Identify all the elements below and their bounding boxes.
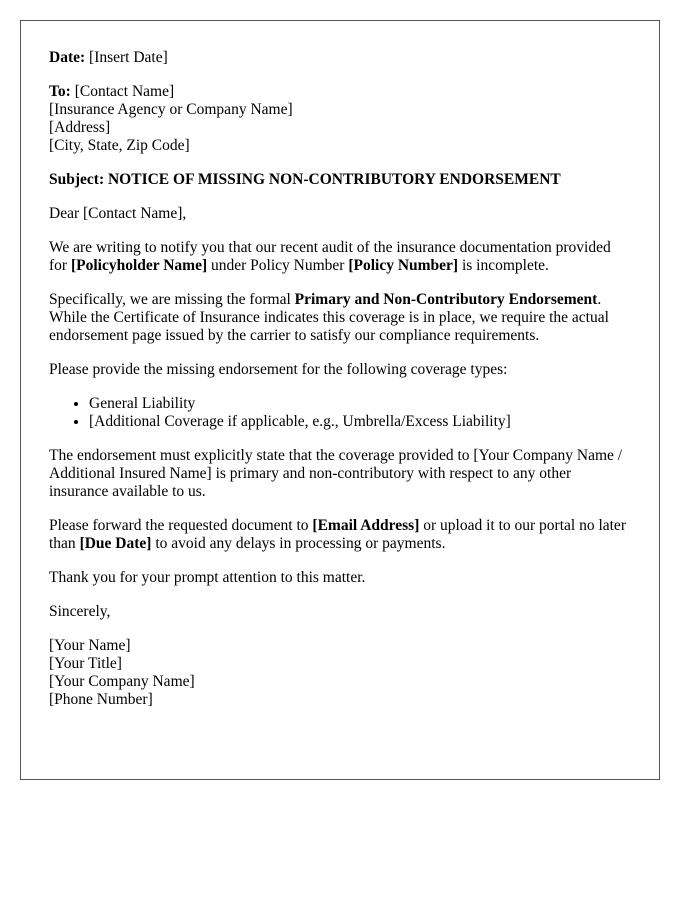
subject-value: NOTICE OF MISSING NON-CONTRIBUTORY ENDORSEMENT: [107, 171, 561, 188]
date-value: [Insert Date]: [89, 49, 168, 66]
signature-block: [49, 637, 631, 709]
recipient-name: [Contact Name]: [74, 83, 175, 100]
paragraph-audit-text-3: is incomplete.: [461, 257, 549, 274]
coverage-item: • General Liability: [89, 395, 631, 413]
coverage-item: • [Additional Coverage if applicable, e.g., Umbrella/Excess Liability]: [89, 413, 631, 431]
subject-line: [49, 171, 631, 189]
signature-title: [Your Title]: [49, 655, 122, 672]
paragraph-thanks: Thank you for your prompt attention to this matter.: [49, 569, 366, 586]
paragraph-audit: [49, 239, 631, 275]
paragraph-missing-text-1: Specifically, we are missing the formal: [49, 291, 291, 308]
closing: Sincerely,: [49, 603, 111, 620]
recipient-company: [Insurance Agency or Company Name]: [49, 101, 293, 118]
paragraph-request: Please provide the missing endorsement for the following coverage types:: [49, 361, 508, 378]
recipient-address: [Address]: [49, 119, 111, 136]
paragraph-requirement: The endorsement must explicitly state that the coverage provided to [Your Company Name / Additional Insured Name] is primary and non-contributory with respect to any other insurance available to us.: [49, 447, 623, 500]
date-label: Date:: [49, 49, 86, 66]
recipient-city-state-zip: [City, State, Zip Code]: [49, 137, 190, 154]
subject-label: Subject:: [49, 171, 105, 188]
paragraph-missing: [49, 291, 631, 345]
endorsement-name: Primary and Non-Contributory Endorsement: [294, 291, 598, 308]
paragraph-audit-text-2: under Policy Number: [211, 257, 345, 274]
policy-number-placeholder: [Policy Number]: [348, 257, 459, 274]
paragraph-forward-text-2: or upload it to our portal no later than: [49, 517, 626, 552]
recipient-name-line: [49, 83, 631, 101]
paragraph-audit-text-1: We are writing to notify you that our recent audit of the insurance documentation provided for: [49, 239, 611, 274]
paragraph-forward-text-3: to avoid any delays in processing or payments.: [155, 535, 446, 552]
letter-document: [20, 20, 660, 780]
recipient-label: To:: [49, 83, 71, 100]
signature-company: [Your Company Name]: [49, 673, 195, 690]
policyholder-name-placeholder: [Policyholder Name]: [70, 257, 208, 274]
due-date-placeholder: [Due Date]: [79, 535, 152, 552]
paragraph-forward: [49, 517, 631, 553]
date-line: [49, 49, 631, 67]
paragraph-forward-text-1: Please forward the requested document to: [49, 517, 309, 534]
signature-phone: [Phone Number]: [49, 691, 153, 708]
email-address-placeholder: [Email Address]: [312, 517, 420, 534]
coverage-list: [49, 395, 631, 431]
salutation: Dear [Contact Name],: [49, 205, 187, 222]
recipient-block: [49, 83, 631, 155]
signature-name: [Your Name]: [49, 637, 131, 654]
paragraph-missing-text-2: . While the Certificate of Insurance indicates this coverage is in place, we require the actual endorsement page issued by the carrier to satisfy our compliance requirements.: [49, 291, 609, 344]
